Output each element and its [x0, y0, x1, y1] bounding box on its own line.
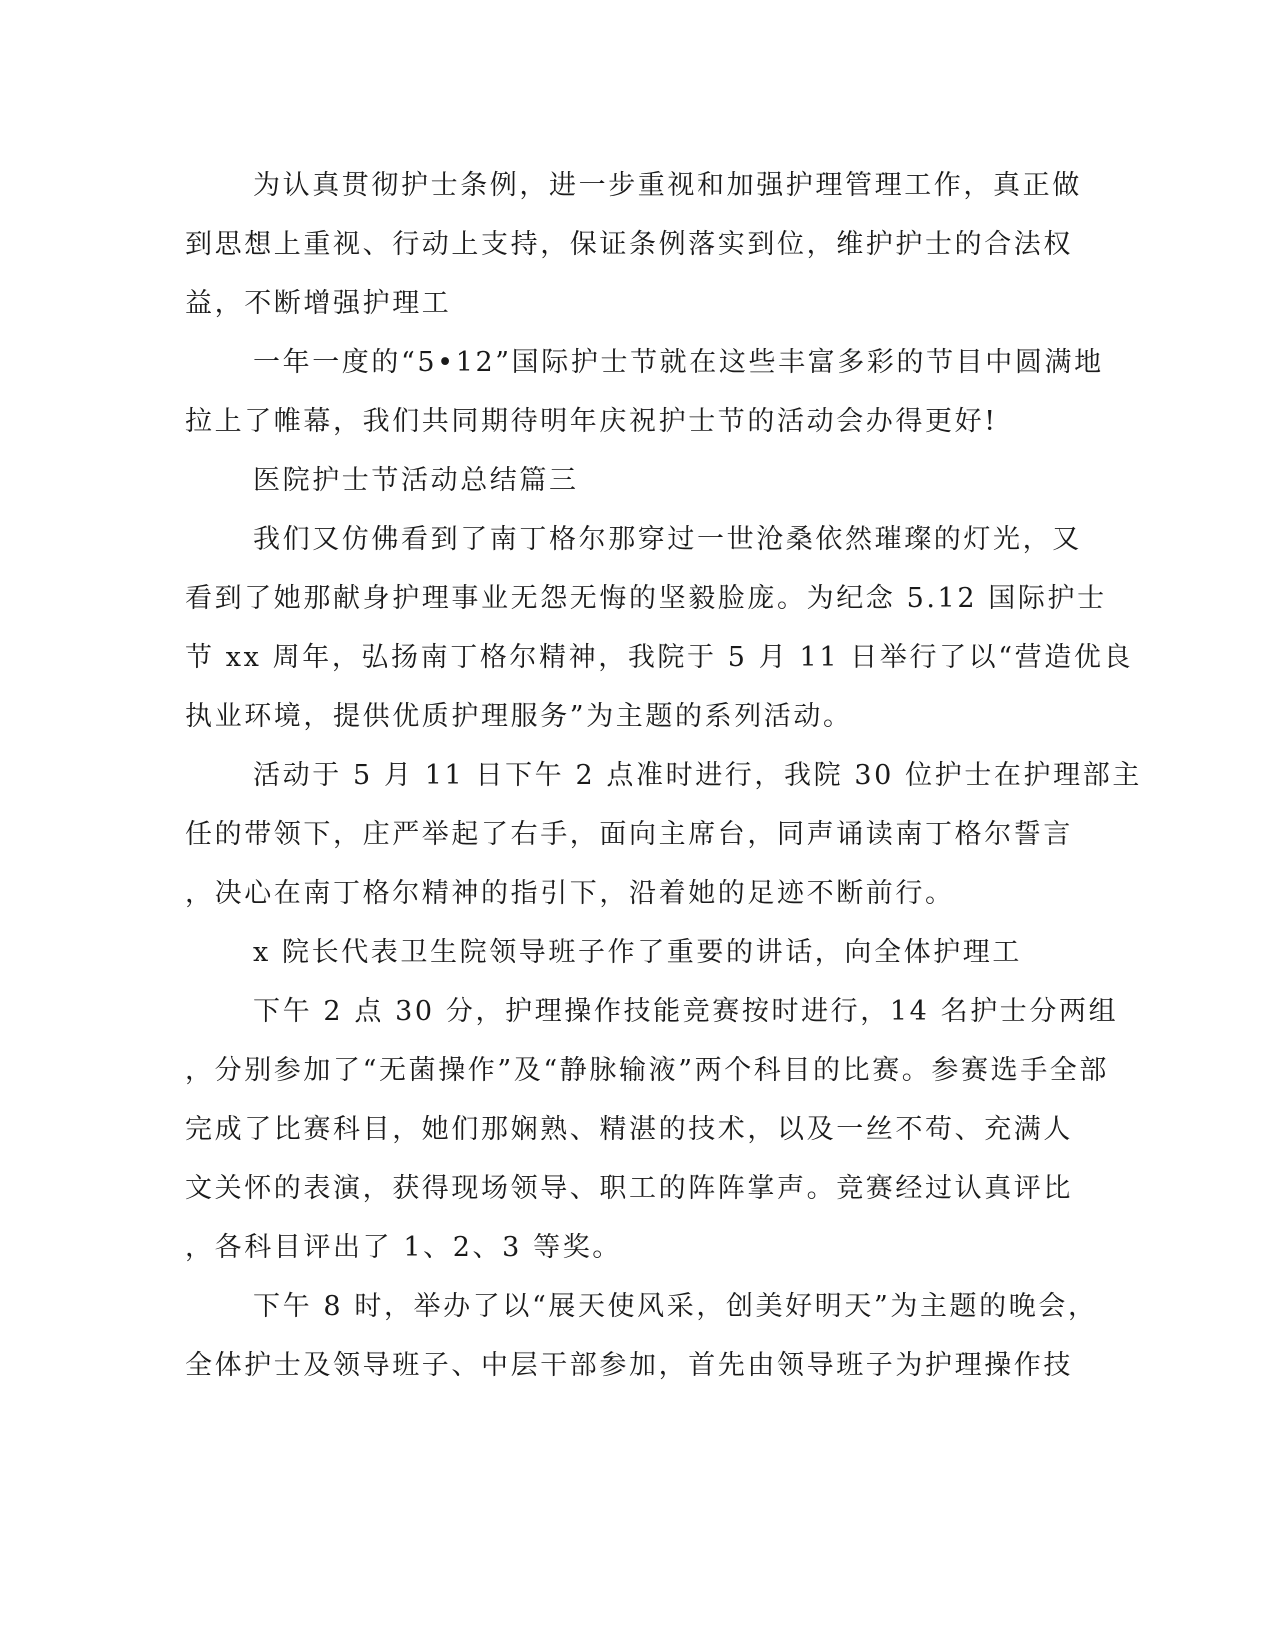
- paragraph-line: 拉上了帷幕，我们共同期待明年庆祝护士节的活动会办得更好!: [185, 406, 998, 437]
- paragraph-line: ，分别参加了“无菌操作”及“静脉输液”两个科目的比赛。参赛选手全部: [185, 1055, 1110, 1086]
- paragraph-line: 为认真贯彻护士条例，进一步重视和加强护理管理工作，真正做: [253, 170, 1082, 201]
- document-body: [185, 156, 1142, 1395]
- paragraph-line: 文关怀的表演，获得现场领导、职工的阵阵掌声。竞赛经过认真评比: [185, 1173, 1073, 1204]
- paragraph-line: 我们又仿佛看到了南丁格尔那穿过一世沧桑依然璀璨的灯光，又: [253, 524, 1082, 555]
- paragraph-line: 完成了比赛科目，她们那娴熟、精湛的技术，以及一丝不苟、充满人: [185, 1114, 1073, 1145]
- paragraph-line: 到思想上重视、行动上支持，保证条例落实到位，维护护士的合法权: [185, 229, 1073, 260]
- paragraph-line: ，决心在南丁格尔精神的指引下，沿着她的足迹不断前行。: [185, 878, 955, 909]
- section-heading: 医院护士节活动总结篇三: [253, 465, 579, 496]
- paragraph-line: 一年一度的“5•12”国际护士节就在这些丰富多彩的节目中圆满地: [253, 347, 1104, 378]
- paragraph-line: 全体护士及领导班子、中层干部参加，首先由领导班子为护理操作技: [185, 1350, 1073, 1381]
- paragraph-line: 执业环境，提供优质护理服务”为主题的系列活动。: [185, 701, 853, 732]
- paragraph-line: 益，不断增强护理工: [185, 288, 452, 319]
- paragraph-line: ，各科目评出了 1、2、3 等奖。: [185, 1232, 622, 1263]
- paragraph-line: 下午 2 点 30 分，护理操作技能竞赛按时进行，14 名护士分两组: [253, 996, 1119, 1027]
- paragraph-line: 任的带领下，庄严举起了右手，面向主席台，同声诵读南丁格尔誓言: [185, 819, 1073, 850]
- paragraph-line: 下午 8 时，举办了以“展天使风采，创美好明天”为主题的晚会，: [253, 1291, 1098, 1322]
- paragraph-line: x 院长代表卫生院领导班子作了重要的讲话，向全体护理工: [253, 937, 1023, 968]
- paragraph-line: 活动于 5 月 11 日下午 2 点准时进行，我院 30 位护士在护理部主: [253, 760, 1142, 791]
- paragraph-line: 节 xx 周年，弘扬南丁格尔精神，我院于 5 月 11 日举行了以“营造优良: [185, 642, 1134, 673]
- paragraph-line: 看到了她那献身护理事业无怨无悔的坚毅脸庞。为纪念 5.12 国际护士: [185, 583, 1107, 614]
